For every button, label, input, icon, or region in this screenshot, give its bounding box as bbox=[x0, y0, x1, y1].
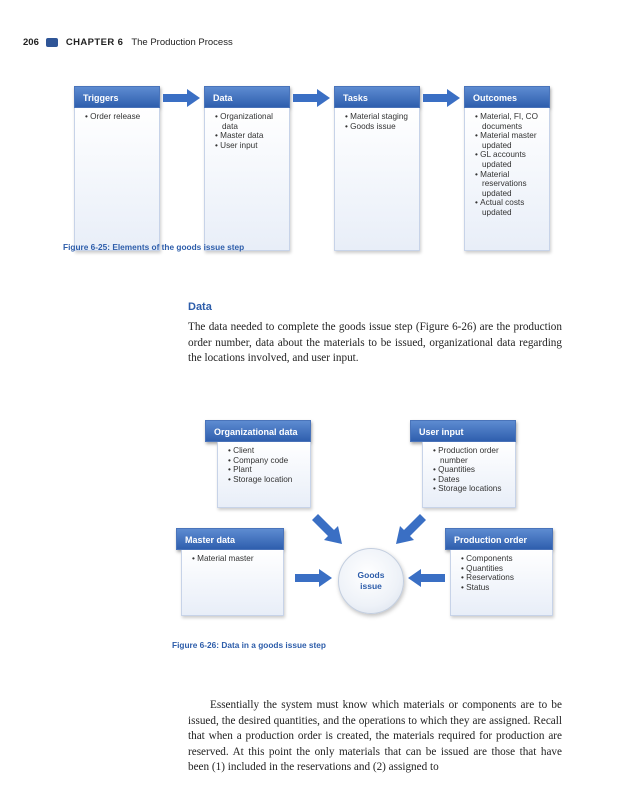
list-item: • Components bbox=[461, 554, 546, 564]
list-item: • Plant bbox=[228, 465, 304, 475]
list-item: • Master data bbox=[215, 131, 283, 141]
list-item: • Storage location bbox=[228, 475, 304, 485]
chapter-title: The Production Process bbox=[131, 37, 233, 48]
list-item: • User input bbox=[215, 141, 283, 151]
data-box bbox=[204, 86, 290, 251]
chapter-marker-icon bbox=[46, 38, 58, 47]
list-item: • Client bbox=[228, 446, 304, 456]
list-item: • Order release bbox=[85, 112, 153, 122]
list-item: • Storage locations bbox=[433, 484, 509, 494]
arrow-right-icon bbox=[423, 88, 461, 108]
chapter-label: CHAPTER 6 bbox=[65, 37, 124, 48]
list-item: • Material reservations updated bbox=[475, 170, 543, 199]
box-title: Production order bbox=[445, 528, 553, 550]
figure-caption: Figure 6-26: Data in a goods issue step bbox=[172, 640, 326, 650]
list-item: • Production order number bbox=[433, 446, 509, 465]
master-data-box bbox=[176, 528, 284, 616]
list-item: • Dates bbox=[433, 475, 509, 485]
list-item: • Reservations bbox=[461, 573, 546, 583]
tasks-box bbox=[334, 86, 420, 251]
list-item: • Material staging bbox=[345, 112, 413, 122]
arrow-diagonal-icon bbox=[310, 512, 350, 552]
goods-issue-circle bbox=[338, 548, 404, 614]
arrow-diagonal-icon bbox=[388, 512, 428, 552]
list-item: • Quantities bbox=[461, 564, 546, 574]
user-input-box bbox=[410, 420, 516, 508]
box-title: Triggers bbox=[74, 86, 160, 108]
production-order-box bbox=[445, 528, 553, 616]
section-paragraph: The data needed to complete the goods issue step (Figure 6-26) are the production order number, data about the materials to be issued, organizational data regarding the locations involved, and user input. bbox=[188, 321, 562, 365]
list-item: • Actual costs updated bbox=[475, 198, 543, 217]
page-header bbox=[23, 37, 233, 48]
figure-caption: Figure 6-25: Elements of the goods issue step bbox=[63, 242, 245, 252]
arrow-left-icon bbox=[407, 568, 445, 588]
box-title: User input bbox=[410, 420, 516, 442]
arrow-right-icon bbox=[163, 88, 201, 108]
outcomes-box bbox=[464, 86, 550, 251]
list-item: • Status bbox=[461, 583, 546, 593]
box-title: Outcomes bbox=[464, 86, 550, 108]
list-item: • Material, FI, CO documents bbox=[475, 112, 543, 131]
organizational-data-box bbox=[205, 420, 311, 508]
list-item: • Goods issue bbox=[345, 122, 413, 132]
box-title: Data bbox=[204, 86, 290, 108]
list-item: • Organizational data bbox=[215, 112, 283, 131]
center-label: Goods issue bbox=[357, 570, 385, 591]
list-item: • Quantities bbox=[433, 465, 509, 475]
arrow-right-icon bbox=[293, 88, 331, 108]
list-item: • Material master bbox=[192, 554, 277, 564]
page-number: 206 bbox=[23, 37, 39, 48]
list-item: • Material master updated bbox=[475, 131, 543, 150]
arrow-right-icon bbox=[295, 568, 333, 588]
section-title: Data bbox=[188, 301, 212, 313]
box-title: Tasks bbox=[334, 86, 420, 108]
list-item: • GL accounts updated bbox=[475, 150, 543, 169]
triggers-box bbox=[74, 86, 160, 251]
body-paragraph: Essentially the system must know which materials or components are to be issued, the desired quantities, and the operations to which they are assigned. Recall that when a production order is created, the materials required for production are reserved. At this point the only materials that can be issued are those that have been (1) included in the reservations and (2) assigned to bbox=[188, 699, 562, 774]
box-title: Organizational data bbox=[205, 420, 311, 442]
list-item: • Company code bbox=[228, 456, 304, 466]
box-title: Master data bbox=[176, 528, 284, 550]
